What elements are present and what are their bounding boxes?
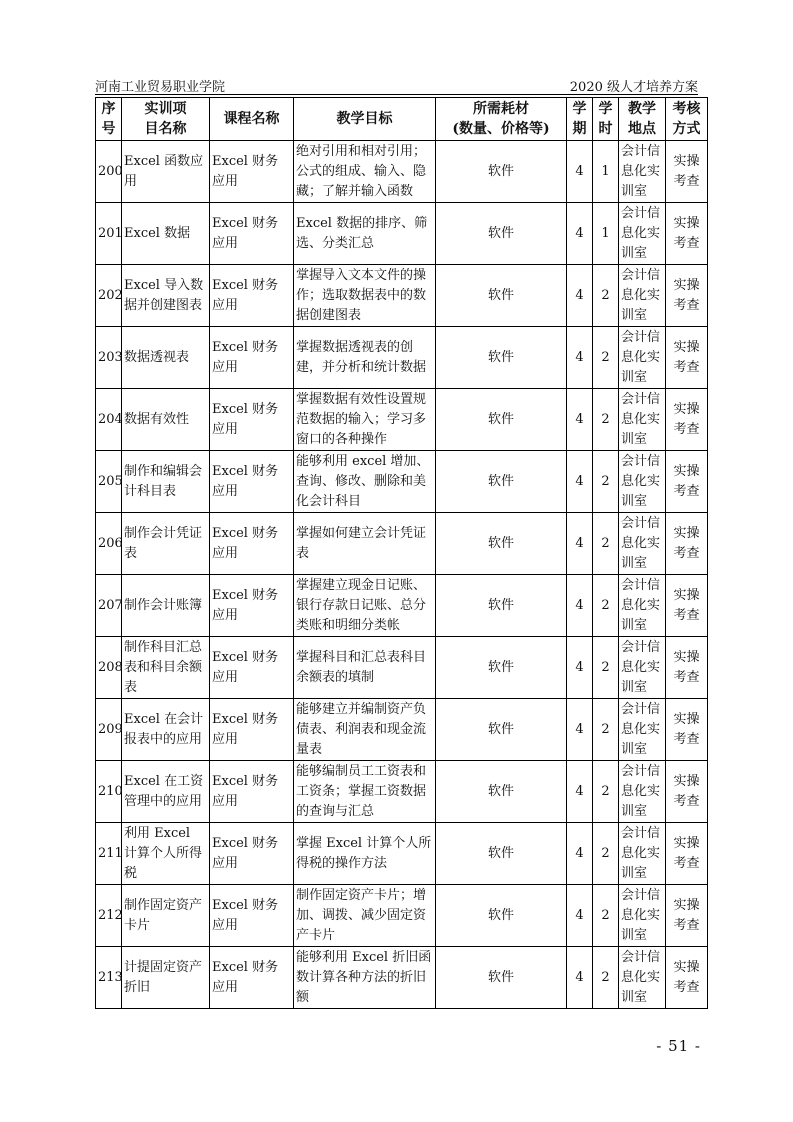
cell-item: Excel 导入数据并创建图表 xyxy=(122,265,210,327)
cell-material: 软件 xyxy=(436,327,567,389)
cell-hours: 2 xyxy=(593,947,619,1009)
cell-place: 会计信息化实训室 xyxy=(619,327,666,389)
cell-material: 软件 xyxy=(436,141,567,203)
cell-place: 会计信息化实训室 xyxy=(619,885,666,947)
cell-exam: 实操考查 xyxy=(666,513,708,575)
cell-item: Excel 在工资管理中的应用 xyxy=(122,761,210,823)
table-row xyxy=(96,265,708,327)
cell-exam: 实操考查 xyxy=(666,389,708,451)
cell-exam: 实操考查 xyxy=(666,141,708,203)
table-row xyxy=(96,761,708,823)
cell-hours: 2 xyxy=(593,885,619,947)
cell-no: 204 xyxy=(96,389,122,451)
cell-hours: 2 xyxy=(593,265,619,327)
col-header-course: 课程名称 xyxy=(210,98,294,141)
cell-no: 210 xyxy=(96,761,122,823)
cell-material: 软件 xyxy=(436,575,567,637)
cell-exam: 实操考查 xyxy=(666,699,708,761)
cell-no: 205 xyxy=(96,451,122,513)
cell-course: Excel 财务应用 xyxy=(210,761,294,823)
col-header-term: 学 期 xyxy=(567,98,593,141)
cell-goal: 掌握科目和汇总表科目余额表的填制 xyxy=(294,637,436,699)
cell-term: 4 xyxy=(567,637,593,699)
cell-goal: 掌握如何建立会计凭证表 xyxy=(294,513,436,575)
cell-material: 软件 xyxy=(436,823,567,885)
cell-material: 软件 xyxy=(436,389,567,451)
table-row xyxy=(96,637,708,699)
table-row xyxy=(96,823,708,885)
cell-course: Excel 财务应用 xyxy=(210,327,294,389)
cell-term: 4 xyxy=(567,327,593,389)
cell-goal: 掌握数据透视表的创建，并分析和统计数据 xyxy=(294,327,436,389)
table-row xyxy=(96,203,708,265)
cell-no: 213 xyxy=(96,947,122,1009)
cell-material: 软件 xyxy=(436,451,567,513)
cell-course: Excel 财务应用 xyxy=(210,637,294,699)
cell-no: 203 xyxy=(96,327,122,389)
cell-hours: 2 xyxy=(593,327,619,389)
training-table xyxy=(95,97,708,1009)
cell-item: Excel 函数应用 xyxy=(122,141,210,203)
cell-material: 软件 xyxy=(436,203,567,265)
cell-hours: 2 xyxy=(593,823,619,885)
cell-item: 计提固定资产折旧 xyxy=(122,947,210,1009)
col-header-hours: 学 时 xyxy=(593,98,619,141)
cell-exam: 实操考查 xyxy=(666,761,708,823)
cell-place: 会计信息化实训室 xyxy=(619,947,666,1009)
col-header-item: 实训项 目名称 xyxy=(122,98,210,141)
cell-item: 制作科目汇总表和科目余额表 xyxy=(122,637,210,699)
cell-term: 4 xyxy=(567,761,593,823)
cell-goal: 绝对引用和相对引用；公式的组成、输入、隐藏；了解并输入函数 xyxy=(294,141,436,203)
cell-term: 4 xyxy=(567,575,593,637)
cell-course: Excel 财务应用 xyxy=(210,389,294,451)
cell-goal: Excel 数据的排序、筛选、分类汇总 xyxy=(294,203,436,265)
cell-item: 数据有效性 xyxy=(122,389,210,451)
header-school-name: 河南工业贸易职业学院 xyxy=(95,80,226,95)
cell-place: 会计信息化实训室 xyxy=(619,823,666,885)
cell-no: 206 xyxy=(96,513,122,575)
col-header-goal: 教学目标 xyxy=(294,98,436,141)
cell-place: 会计信息化实训室 xyxy=(619,141,666,203)
cell-item: 数据透视表 xyxy=(122,327,210,389)
cell-course: Excel 财务应用 xyxy=(210,203,294,265)
cell-course: Excel 财务应用 xyxy=(210,451,294,513)
col-header-exam: 考核 方式 xyxy=(666,98,708,141)
cell-goal: 能够建立并编制资产负债表、利润表和现金流量表 xyxy=(294,699,436,761)
cell-place: 会计信息化实训室 xyxy=(619,203,666,265)
cell-item: 制作会计凭证表 xyxy=(122,513,210,575)
cell-exam: 实操考查 xyxy=(666,451,708,513)
cell-goal: 掌握 Excel 计算个人所得税的操作方法 xyxy=(294,823,436,885)
col-header-place: 教学 地点 xyxy=(619,98,666,141)
cell-term: 4 xyxy=(567,451,593,513)
cell-exam: 实操考查 xyxy=(666,575,708,637)
header-doc-title: 2020 级人才培养方案 xyxy=(569,80,698,95)
table-row xyxy=(96,141,708,203)
cell-place: 会计信息化实训室 xyxy=(619,389,666,451)
table-row xyxy=(96,513,708,575)
cell-goal: 能够编制员工工资表和工资条；掌握工资数据的查询与汇总 xyxy=(294,761,436,823)
cell-hours: 1 xyxy=(593,203,619,265)
cell-no: 200 xyxy=(96,141,122,203)
cell-place: 会计信息化实训室 xyxy=(619,761,666,823)
cell-goal: 掌握建立现金日记账、银行存款日记账、总分类账和明细分类帐 xyxy=(294,575,436,637)
table-row xyxy=(96,699,708,761)
table-row xyxy=(96,451,708,513)
cell-hours: 2 xyxy=(593,699,619,761)
cell-no: 207 xyxy=(96,575,122,637)
header-rule xyxy=(95,94,698,95)
cell-term: 4 xyxy=(567,513,593,575)
page-number: - 51 - xyxy=(656,1037,701,1055)
cell-item: 制作和编辑会计科目表 xyxy=(122,451,210,513)
cell-place: 会计信息化实训室 xyxy=(619,451,666,513)
cell-material: 软件 xyxy=(436,947,567,1009)
cell-material: 软件 xyxy=(436,761,567,823)
table-row xyxy=(96,575,708,637)
cell-exam: 实操考查 xyxy=(666,885,708,947)
cell-hours: 2 xyxy=(593,451,619,513)
table-row xyxy=(96,327,708,389)
cell-goal: 能够利用 Excel 折旧函数计算各种方法的折旧额 xyxy=(294,947,436,1009)
cell-item: 制作固定资产卡片 xyxy=(122,885,210,947)
page-header xyxy=(95,74,698,94)
cell-material: 软件 xyxy=(436,513,567,575)
cell-place: 会计信息化实训室 xyxy=(619,699,666,761)
cell-course: Excel 财务应用 xyxy=(210,885,294,947)
cell-material: 软件 xyxy=(436,699,567,761)
cell-hours: 2 xyxy=(593,389,619,451)
cell-term: 4 xyxy=(567,947,593,1009)
cell-hours: 2 xyxy=(593,637,619,699)
cell-item: Excel 在会计报表中的应用 xyxy=(122,699,210,761)
cell-exam: 实操考查 xyxy=(666,947,708,1009)
cell-exam: 实操考查 xyxy=(666,327,708,389)
table-header-row xyxy=(96,98,708,141)
table-row xyxy=(96,947,708,1009)
cell-item: Excel 数据 xyxy=(122,203,210,265)
cell-term: 4 xyxy=(567,885,593,947)
cell-place: 会计信息化实训室 xyxy=(619,513,666,575)
cell-place: 会计信息化实训室 xyxy=(619,637,666,699)
table-row xyxy=(96,885,708,947)
cell-goal: 制作固定资产卡片；增加、调拨、减少固定资产卡片 xyxy=(294,885,436,947)
cell-term: 4 xyxy=(567,203,593,265)
cell-no: 209 xyxy=(96,699,122,761)
cell-goal: 掌握数据有效性设置规范数据的输入；学习多窗口的各种操作 xyxy=(294,389,436,451)
cell-exam: 实操考查 xyxy=(666,637,708,699)
cell-hours: 1 xyxy=(593,141,619,203)
cell-exam: 实操考查 xyxy=(666,823,708,885)
cell-no: 211 xyxy=(96,823,122,885)
cell-material: 软件 xyxy=(436,637,567,699)
cell-item: 利用 Excel 计算个人所得税 xyxy=(122,823,210,885)
cell-no: 202 xyxy=(96,265,122,327)
cell-term: 4 xyxy=(567,141,593,203)
cell-goal: 掌握导入文本文件的操作；选取数据表中的数据创建图表 xyxy=(294,265,436,327)
table-row xyxy=(96,389,708,451)
cell-hours: 2 xyxy=(593,513,619,575)
cell-hours: 2 xyxy=(593,575,619,637)
col-header-material: 所需耗材 (数量、价格等) xyxy=(436,98,567,141)
cell-term: 4 xyxy=(567,699,593,761)
cell-term: 4 xyxy=(567,265,593,327)
cell-no: 208 xyxy=(96,637,122,699)
cell-course: Excel 财务应用 xyxy=(210,575,294,637)
cell-course: Excel 财务应用 xyxy=(210,947,294,1009)
cell-place: 会计信息化实训室 xyxy=(619,575,666,637)
cell-course: Excel 财务应用 xyxy=(210,823,294,885)
cell-item: 制作会计账簿 xyxy=(122,575,210,637)
cell-course: Excel 财务应用 xyxy=(210,265,294,327)
cell-exam: 实操考查 xyxy=(666,265,708,327)
cell-material: 软件 xyxy=(436,265,567,327)
col-header-no: 序 号 xyxy=(96,98,122,141)
cell-hours: 2 xyxy=(593,761,619,823)
cell-term: 4 xyxy=(567,389,593,451)
cell-course: Excel 财务应用 xyxy=(210,699,294,761)
cell-no: 212 xyxy=(96,885,122,947)
cell-no: 201 xyxy=(96,203,122,265)
cell-course: Excel 财务应用 xyxy=(210,141,294,203)
cell-place: 会计信息化实训室 xyxy=(619,265,666,327)
cell-course: Excel 财务应用 xyxy=(210,513,294,575)
cell-goal: 能够利用 excel 增加、查询、修改、删除和美化会计科目 xyxy=(294,451,436,513)
cell-term: 4 xyxy=(567,823,593,885)
cell-material: 软件 xyxy=(436,885,567,947)
cell-exam: 实操考查 xyxy=(666,203,708,265)
